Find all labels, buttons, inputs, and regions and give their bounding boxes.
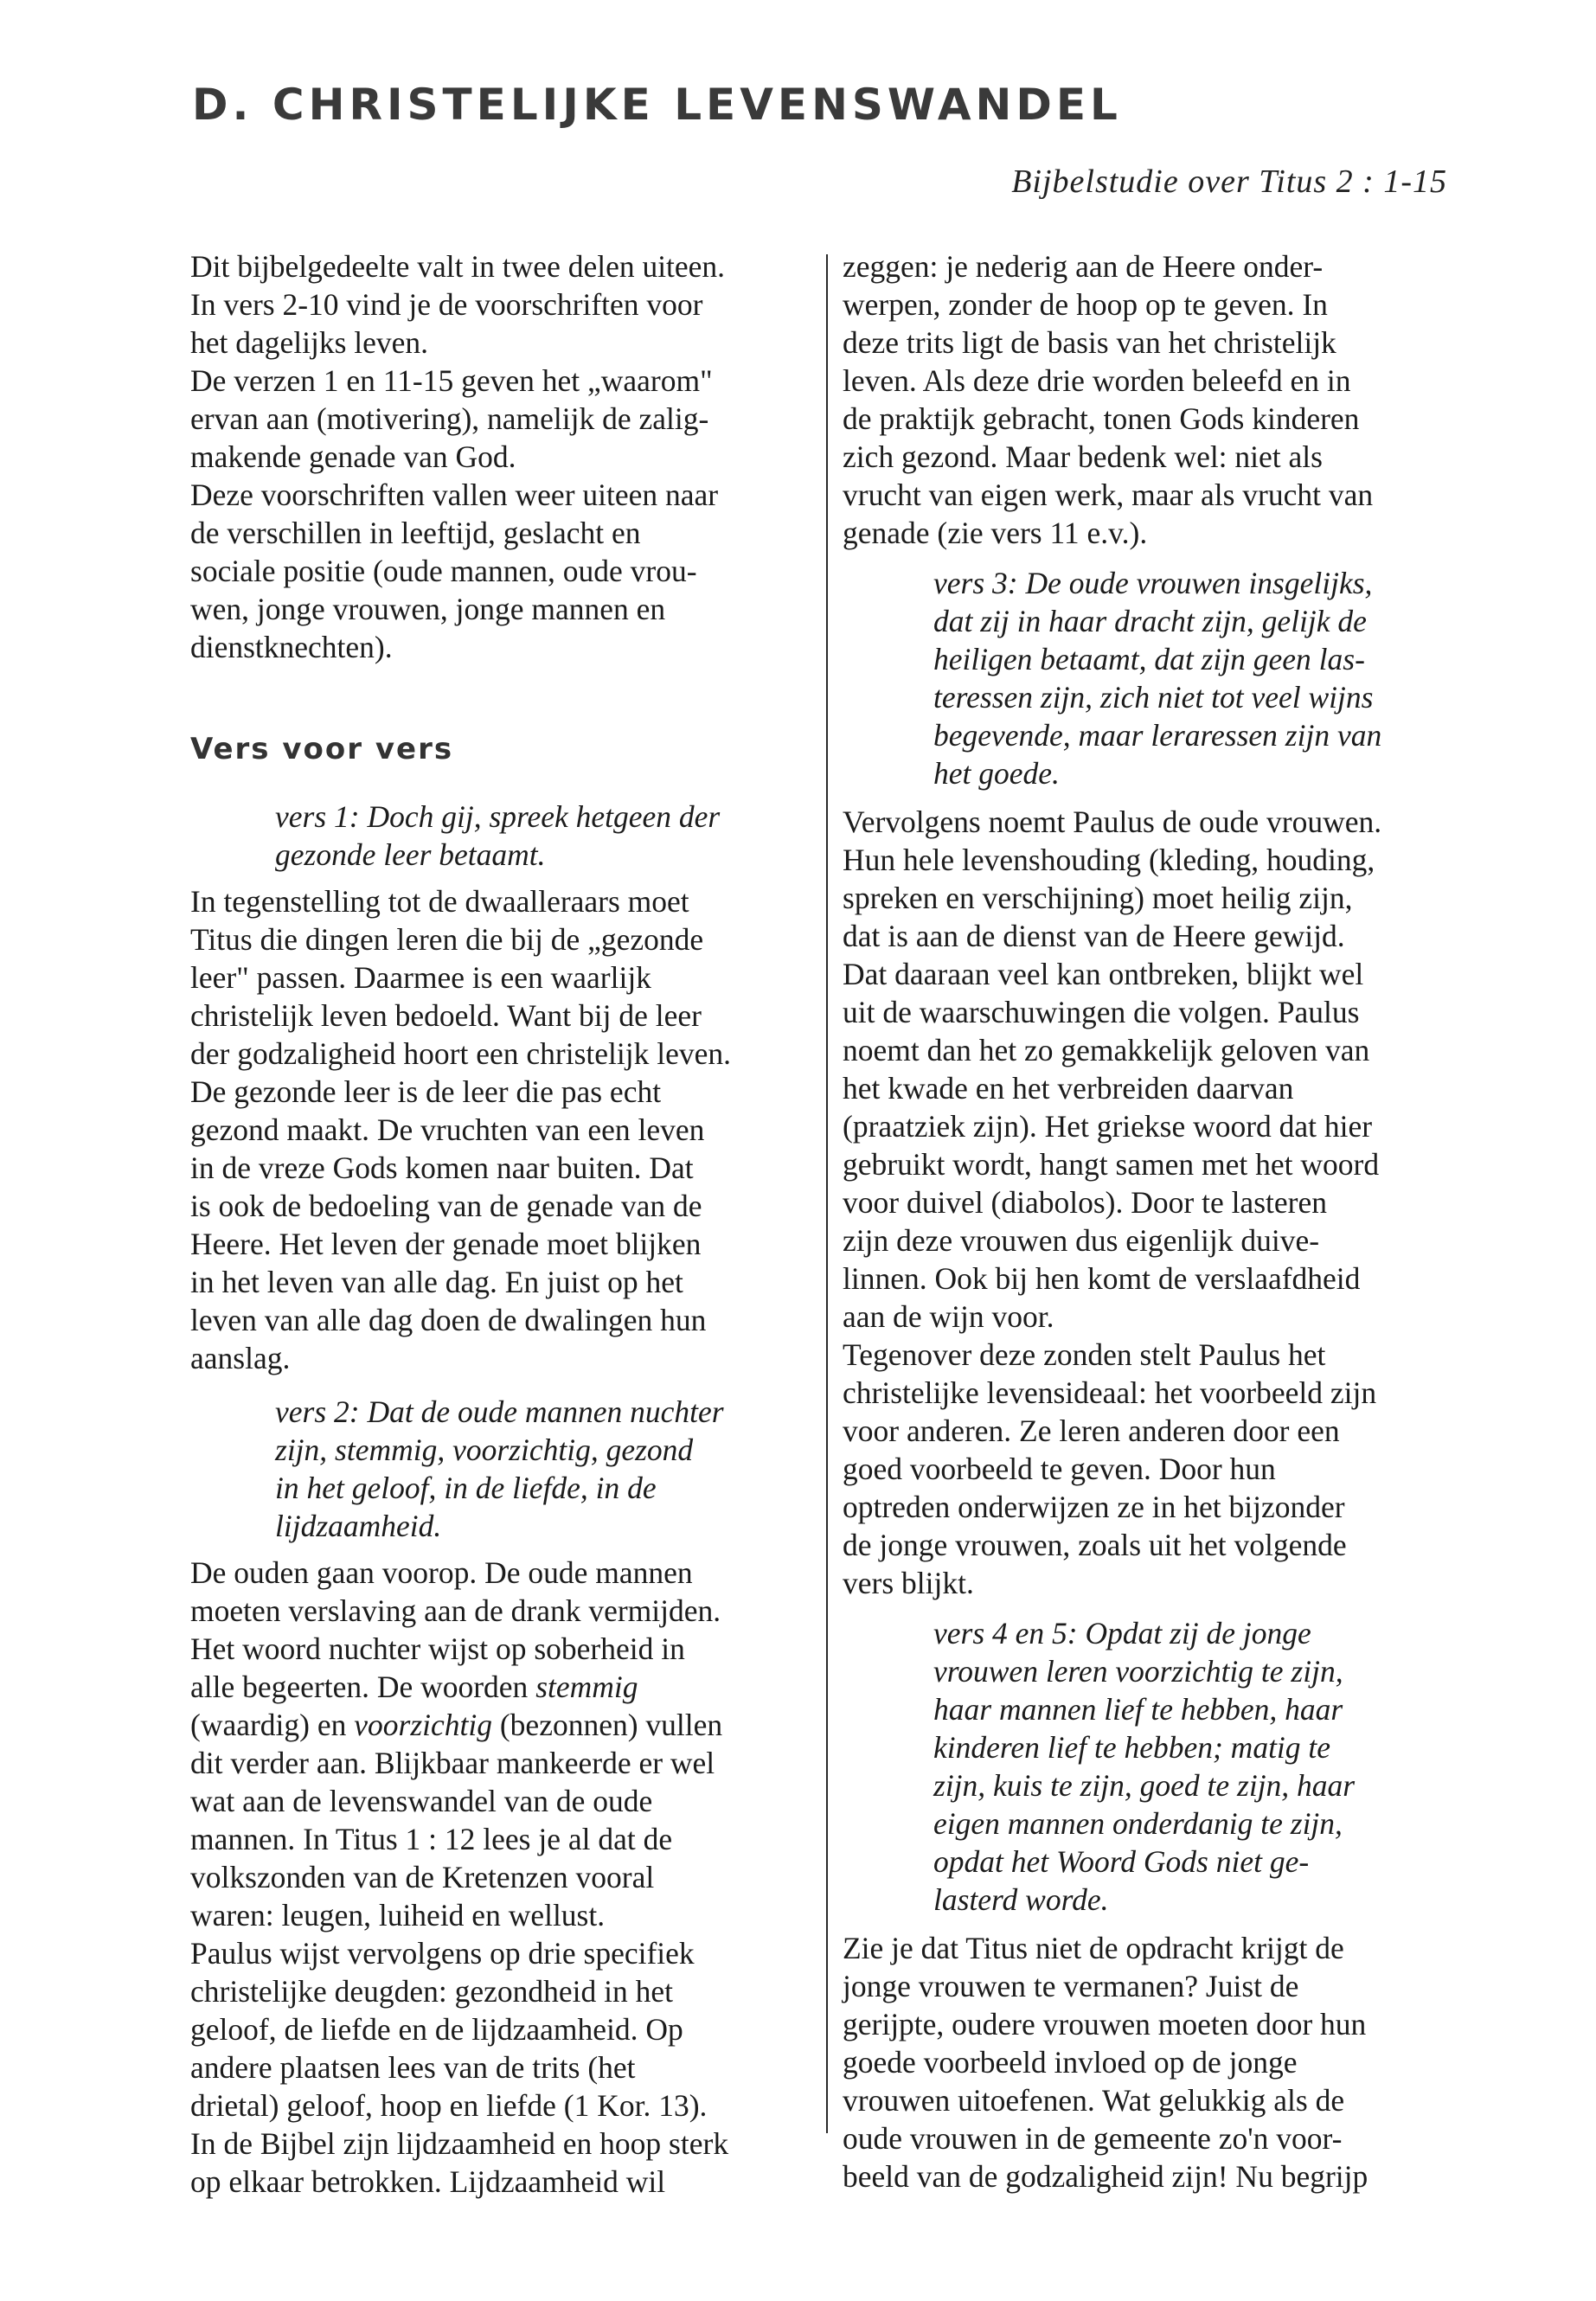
text-line: christelijke deugden: gezondheid in het	[190, 1974, 673, 2009]
verse-line: vers 3: De oude vrouwen insgelijks,	[933, 566, 1373, 600]
text-line: wen, jonge vrouwen, jonge mannen en	[190, 592, 666, 626]
text-line: werpen, zonder de hoop op te geven. In	[843, 287, 1328, 322]
text-line: aan de wijn voor.	[843, 1299, 1054, 1334]
verse-line: dat zij in haar dracht zijn, gelijk de	[933, 604, 1367, 638]
verse-1-quote	[190, 798, 787, 874]
text-line: wat aan de levenswandel van de oude	[190, 1784, 653, 1818]
text-line: leven. Als deze drie worden beleefd en in	[843, 363, 1351, 398]
text-line: genade (zie vers 11 e.v.).	[843, 516, 1148, 550]
verse-3-quote	[843, 564, 1474, 792]
commentary-paragraph	[190, 1934, 787, 2201]
text-line: spreken en verschijning) moet heilig zijn,	[843, 881, 1353, 915]
emphasis-stemmig: stemmig	[535, 1670, 638, 1704]
text-line: In vers 2-10 vind je de voorschriften voor	[190, 287, 703, 322]
text-line: Paulus wijst vervolgens op drie specifiek	[190, 1936, 695, 1971]
verse-line: lasterd worde.	[933, 1882, 1109, 1917]
text-line: goed voorbeeld te geven. Door hun	[843, 1452, 1276, 1486]
commentary-paragraph	[843, 1336, 1474, 1602]
text-line: De ouden gaan voorop. De oude mannen	[190, 1555, 693, 1590]
column-divider	[826, 254, 828, 2133]
text-line: De verzen 1 en 11-15 geven het „waarom"	[190, 363, 713, 398]
text-line: jonge vrouwen te vermanen? Juist de	[843, 1969, 1299, 2003]
verse-line: teressen zijn, zich niet tot veel wijns	[933, 680, 1374, 715]
text-line: Tegenover deze zonden stelt Paulus het	[843, 1337, 1326, 1372]
text-line: vrouwen uitoefenen. Wat gelukkig als de	[843, 2083, 1345, 2118]
text-line: zijn deze vrouwen dus eigenlijk duive-	[843, 1223, 1320, 1258]
text-line: leven van alle dag doen de dwalingen hun	[190, 1303, 707, 1337]
verse-line: eigen mannen onderdanig te zijn,	[933, 1806, 1343, 1841]
text-line: In de Bijbel zijn lijdzaamheid en hoop sterk	[190, 2126, 729, 2161]
text-line: Deze voorschriften vallen weer uiteen naar	[190, 478, 719, 512]
text-fragment: (bezonnen) vullen	[499, 1708, 723, 1742]
commentary-paragraph	[843, 1929, 1474, 2195]
text-line	[190, 1706, 787, 1744]
intro-paragraph-2	[190, 362, 787, 476]
text-line: makende genade van God.	[190, 439, 516, 474]
verse-line: vers 4 en 5: Opdat zij de jonge	[933, 1616, 1311, 1650]
text-line: In tegenstelling tot de dwaalleraars moet	[190, 884, 689, 919]
commentary-paragraph	[843, 803, 1474, 1336]
text-line: gebruikt wordt, hangt samen met het woord	[843, 1147, 1380, 1182]
text-line: dit verder aan. Blijkbaar mankeerde er wel	[190, 1746, 715, 1780]
commentary-paragraph	[190, 1554, 787, 1934]
text-line: noemt dan het zo gemakkelijk geloven van	[843, 1033, 1370, 1067]
text-line: zich gezond. Maar bedenk wel: niet als	[843, 439, 1323, 474]
text-line: (praatziek zijn). Het griekse woord dat hier	[843, 1109, 1373, 1144]
text-line: Zie je dat Titus niet de opdracht krijgt de	[843, 1931, 1344, 1965]
verse-line: gezonde leer betaamt.	[275, 837, 546, 872]
text-line: Hun hele levenshouding (kleding, houding,	[843, 843, 1375, 877]
commentary-paragraph	[843, 247, 1474, 552]
text-line: de jonge vrouwen, zoals uit het volgende	[843, 1528, 1347, 1562]
text-line: mannen. In Titus 1 : 12 lees je al dat de	[190, 1822, 673, 1856]
text-line: De gezonde leer is de leer die pas echt	[190, 1074, 662, 1109]
left-column	[190, 247, 787, 2201]
text-line: waren: leugen, luiheid en wellust.	[190, 1898, 606, 1932]
text-line: moeten verslaving aan de drank vermijden.	[190, 1593, 721, 1628]
text-line: geloof, de liefde en de lijdzaamheid. Op	[190, 2012, 683, 2047]
text-line: dienstknechten).	[190, 630, 393, 664]
page-subtitle: Bijbelstudie over Titus 2 : 1-15	[1011, 163, 1447, 200]
section-heading: Vers voor vers	[190, 732, 454, 766]
text-line: oude vrouwen in de gemeente zo'n voor-	[843, 2121, 1343, 2156]
text-line: het kwade en het verbreiden daarvan	[843, 1071, 1294, 1106]
text-line: op elkaar betrokken. Lijdzaamheid wil	[190, 2164, 666, 2199]
verse-line: kinderen lief te hebben; matig te	[933, 1730, 1331, 1765]
verse-line: heiligen betaamt, dat zijn geen las-	[933, 642, 1365, 676]
text-line: leer" passen. Daarmee is een waarlijk	[190, 960, 651, 995]
commentary-paragraph	[190, 882, 787, 1377]
text-line: der godzaligheid hoort een christelijk leven.	[190, 1036, 731, 1071]
text-line: in het leven van alle dag. En juist op het	[190, 1265, 683, 1299]
text-line: gezond maakt. De vruchten van een leven	[190, 1112, 705, 1147]
text-line: vers blijkt.	[843, 1566, 974, 1600]
text-line: zeggen: je nederig aan de Heere onder-	[843, 249, 1324, 284]
text-line: Dit bijbelgedeelte valt in twee delen uiteen.	[190, 249, 726, 284]
text-line: ervan aan (motivering), namelijk de zalig-	[190, 401, 709, 436]
text-line: christelijk leven bedoeld. Want bij de leer	[190, 998, 702, 1033]
emphasis-voorzichtig: voorzichtig	[354, 1708, 492, 1742]
text-line: goede voorbeeld invloed op de jonge	[843, 2045, 1298, 2080]
verse-line: vrouwen leren voorzichtig te zijn,	[933, 1654, 1343, 1689]
verse-line: vers 1: Doch gij, spreek hetgeen der	[275, 799, 721, 834]
verse-line: lijdzaamheid.	[275, 1509, 442, 1543]
text-line: drietal) geloof, hoop en liefde (1 Kor. 13).	[190, 2088, 708, 2123]
text-line: optreden onderwijzen ze in het bijzonder	[843, 1490, 1345, 1524]
text-line: sociale positie (oude mannen, oude vrou-	[190, 554, 697, 588]
text-line: aanslag.	[190, 1341, 291, 1375]
text-line: vrucht van eigen werk, maar als vrucht van	[843, 478, 1374, 512]
text-line: Titus die dingen leren die bij de „gezonde	[190, 922, 704, 957]
text-line: uit de waarschuwingen die volgen. Paulus	[843, 995, 1360, 1029]
text-fragment: (waardig) en	[190, 1708, 347, 1742]
verse-line: haar mannen lief te hebben, haar	[933, 1692, 1343, 1727]
text-line: christelijke levensideaal: het voorbeeld zijn	[843, 1375, 1377, 1410]
intro-paragraph-1	[190, 247, 787, 362]
text-line: in de vreze Gods komen naar buiten. Dat	[190, 1150, 694, 1185]
text-line: Vervolgens noemt Paulus de oude vrouwen.	[843, 804, 1382, 839]
text-line: Het woord nuchter wijst op soberheid in	[190, 1631, 685, 1666]
text-line: deze trits ligt de basis van het christelijk	[843, 325, 1336, 360]
text-line: de verschillen in leeftijd, geslacht en	[190, 516, 641, 550]
text-line: de praktijk gebracht, tonen Gods kinderen	[843, 401, 1360, 436]
page-title: D. CHRISTELIJKE LEVENSWANDEL	[192, 80, 1122, 130]
verse-line: zijn, kuis te zijn, goed te zijn, haar	[933, 1768, 1356, 1803]
intro-paragraph-3	[190, 476, 787, 666]
text-line: dat is aan de dienst van de Heere gewijd.	[843, 919, 1345, 953]
text-line: beeld van de godzaligheid zijn! Nu begrijp	[843, 2159, 1368, 2194]
verse-4-5-quote	[843, 1614, 1474, 1919]
text-line: linnen. Ook bij hen komt de verslaafdheid	[843, 1261, 1361, 1296]
text-line: is ook de bedoeling van de genade van de	[190, 1189, 702, 1223]
verse-line: vers 2: Dat de oude mannen nuchter	[275, 1394, 724, 1429]
verse-2-quote	[190, 1393, 787, 1545]
text-line: Heere. Het leven der genade moet blijken	[190, 1227, 702, 1261]
verse-line: het goede.	[933, 756, 1060, 791]
text-line	[190, 1668, 787, 1706]
verse-line: zijn, stemmig, voorzichtig, gezond	[275, 1433, 694, 1467]
text-line: voor anderen. Ze leren anderen door een	[843, 1413, 1340, 1448]
right-column	[843, 247, 1474, 2195]
text-line: Dat daaraan veel kan ontbreken, blijkt wel	[843, 957, 1364, 991]
verse-line: opdat het Woord Gods niet ge-	[933, 1844, 1310, 1879]
verse-line: in het geloof, in de liefde, in de	[275, 1471, 657, 1505]
text-line: het dagelijks leven.	[190, 325, 429, 360]
text-line: voor duivel (diabolos). Door te lasteren	[843, 1185, 1327, 1220]
text-line: gerijpte, oudere vrouwen moeten door hun	[843, 2007, 1367, 2041]
text-line: volkszonden van de Kretenzen vooral	[190, 1860, 655, 1894]
text-fragment: alle begeerten. De woorden	[190, 1670, 529, 1704]
verse-line: begevende, maar leraressen zijn van	[933, 718, 1382, 753]
text-line: andere plaatsen lees van de trits (het	[190, 2050, 636, 2085]
